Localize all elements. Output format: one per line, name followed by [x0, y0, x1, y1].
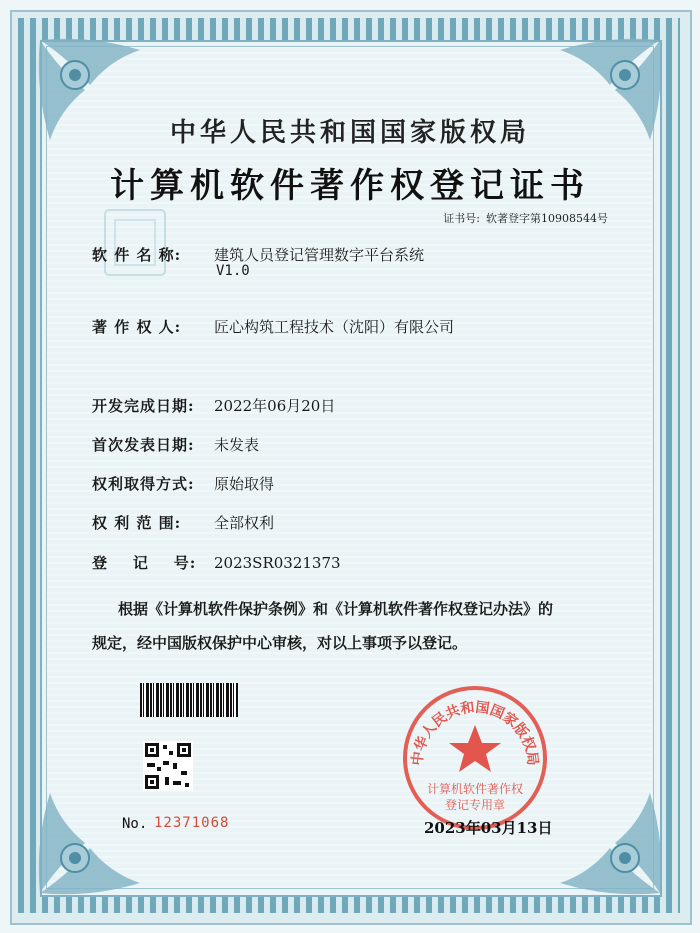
field-label: 登 记 号:: [92, 554, 197, 572]
field-registration-number: [92, 552, 341, 573]
certificate-number: [437, 210, 608, 226]
statement-paragraph: [92, 592, 612, 660]
statement-line: 根据《计算机软件保护条例》和《计算机软件著作权登记办法》的: [118, 600, 554, 618]
field-dev-completion-date: [92, 395, 335, 416]
software-version: V1.0: [216, 263, 250, 279]
field-value: 建筑人员登记管理数字平台系统: [214, 246, 425, 264]
seal-inner-line2: 登记专用章: [444, 798, 506, 812]
qr-code: [143, 741, 193, 791]
statement-line: 规定，经中国版权保护中心审核，对以上事项予以登记。: [92, 634, 468, 652]
official-seal: [400, 683, 550, 833]
emblem-watermark: [100, 205, 170, 280]
field-label: 软 件 名 称:: [92, 246, 182, 264]
issue-date: 2023年03月13日: [424, 819, 553, 837]
field-value: 未发表: [214, 436, 260, 454]
barcode: [140, 683, 238, 717]
field-software-name: [92, 244, 424, 265]
certificate-number-label: 证书号:: [443, 212, 480, 225]
corner-ornament-bottom-left: [30, 783, 150, 903]
issuer-title: 中华人民共和国国家版权局: [169, 118, 530, 148]
field-label: 权 利 范 围:: [92, 514, 182, 532]
field-label: 首次发表日期:: [92, 436, 195, 454]
field-value: 全部权利: [214, 514, 275, 532]
field-value: 匠心构筑工程技术（沈阳）有限公司: [214, 318, 455, 336]
field-rights-scope: [92, 512, 274, 533]
certificate-number-value: 软著登字第10908544号: [486, 212, 608, 225]
field-value: 2023SR0321373: [214, 554, 341, 572]
field-copyright-owner: [92, 316, 454, 337]
seal-outer-text: 中华人民共和国国家版权局: [409, 699, 541, 767]
field-label: 权利取得方式:: [92, 475, 195, 493]
seal-inner-line1: 计算机软件著作权: [426, 782, 524, 796]
field-value: 原始取得: [214, 475, 275, 493]
serial-label: No.: [122, 816, 148, 832]
serial-number: 12371068: [154, 815, 230, 831]
field-label: 著 作 权 人:: [92, 318, 182, 336]
field-acquisition-method: [92, 473, 274, 494]
corner-ornament-bottom-right: [550, 783, 670, 903]
certificate-title: 计算机软件著作权登记证书: [110, 166, 590, 206]
field-label: 开发完成日期:: [92, 397, 195, 415]
field-first-publish-date: [92, 434, 259, 455]
field-value: 2022年06月20日: [214, 397, 336, 415]
